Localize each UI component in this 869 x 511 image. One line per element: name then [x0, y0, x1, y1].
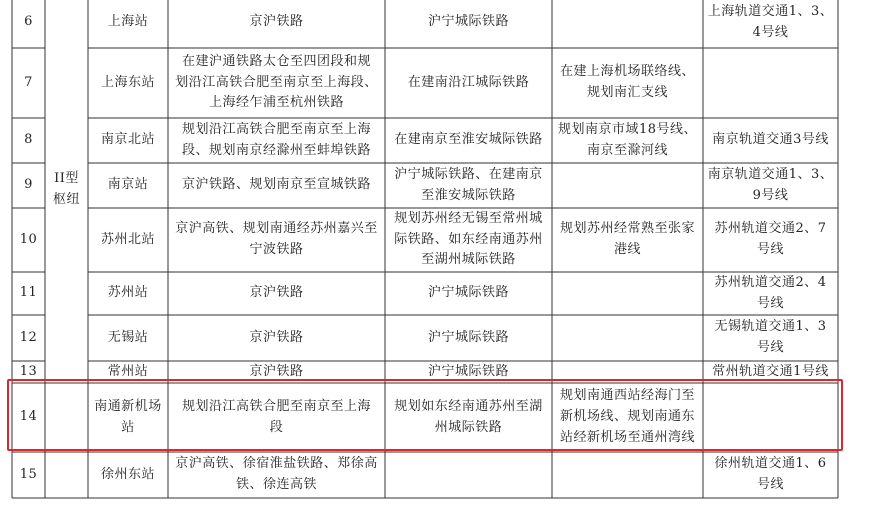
row-number: 15: [19, 466, 38, 482]
table-cell-c2: 沪宁城际铁路、在建南京 至淮安城际铁路: [394, 166, 543, 203]
table-cell-c1: 规划沿江高铁合肥至南京至上海 段、规划南京经滁州至蚌埠铁路: [181, 121, 371, 158]
table-cell-c4: 苏州轨道交通2、4 号线: [714, 274, 827, 311]
station-name: 无锡站: [107, 329, 149, 345]
table-cell-c3: [552, 272, 703, 315]
table-cell-c2: 规划苏州经无锡至常州城 际铁路、如东经南通苏州 至湖州城际铁路: [394, 210, 543, 268]
table-cell-c4: 上海轨道交通1、3、 4号线: [707, 3, 834, 40]
row-number: 14: [19, 409, 38, 425]
table-cell-c2: 沪宁城际铁路: [427, 329, 509, 345]
table-cell-c3: [552, 452, 703, 498]
table-cell-c4: 南京轨道交通3号线: [712, 132, 829, 148]
table-cell-c1: 京沪高铁、徐宿淮盐铁路、郑徐高 铁、徐连高铁: [175, 456, 378, 492]
highlight-box: [7, 379, 843, 451]
table-cell-c2: [385, 452, 552, 498]
station-name: 徐州东站: [100, 466, 155, 482]
table-cell-c2: 在建南京至淮安城际铁路: [394, 132, 543, 148]
row-number: 13: [19, 363, 38, 379]
table-cell-c1: 规划沿江高铁合肥至南京至上海 段: [181, 398, 371, 435]
station-name: 苏州站: [107, 285, 149, 301]
row-number: 9: [24, 177, 33, 193]
table-cell-c2: 沪宁城际铁路: [427, 285, 509, 301]
table-cell-c3: 在建上海机场联络线、 规划南汇支线: [559, 64, 695, 100]
table-cell-c4: 南京轨道交通1、3、 9号线: [707, 166, 834, 203]
table-cell-c2: 沪宁城际铁路: [427, 14, 509, 30]
hub-type-label: II型 枢纽: [52, 171, 80, 207]
table-cell-c4: 常州轨道交通1号线: [712, 363, 829, 379]
row-number: 7: [24, 74, 33, 90]
table-cell-c1: 京沪铁路: [249, 363, 304, 379]
table-cell-c1: 京沪铁路: [249, 14, 304, 30]
station-name: 常州站: [107, 363, 149, 379]
table-cell-c1: 在建沪通铁路太仓至四团段和规 划沿江高铁合肥至南京至上海段、 上海经乍浦至杭州铁路: [175, 53, 378, 111]
station-name: 上海东站: [100, 74, 155, 90]
row-number: 11: [19, 285, 38, 301]
row-number: 6: [24, 14, 33, 30]
row-number: 10: [19, 231, 38, 247]
table-cell-c3: 规划南通西站经海门至 新机场线、规划南通东 站经新机场至通州湾线: [559, 388, 695, 445]
station-name: 苏州北站: [100, 231, 155, 247]
table-cell-c1: 京沪铁路、规划南京至宣城铁路: [181, 177, 371, 193]
table-cell-c1: 京沪铁路: [249, 329, 304, 345]
table-cell-c4: [703, 48, 838, 118]
table-cell-c1: 京沪高铁、规划南通经苏州嘉兴至 宁波铁路: [175, 221, 378, 257]
table-cell-c1: 京沪铁路: [249, 285, 304, 301]
station-name: 南通新机场 站: [94, 398, 162, 435]
row-number: 12: [19, 329, 38, 345]
table-cell-c4: 苏州轨道交通2、7 号线: [714, 221, 827, 257]
table-cell-c2: 在建南沿江城际铁路: [407, 74, 530, 90]
table-cell-c2: 沪宁城际铁路: [427, 363, 509, 379]
table-cell-c3: [552, 163, 703, 208]
table-cell-c3: 规划苏州经常熟至张家 港线: [559, 221, 695, 257]
station-name: 南京站: [107, 177, 149, 193]
table-cell-c2: 规划如东经南通苏州至湖 州城际铁路: [394, 398, 543, 435]
station-name: 南京北站: [100, 132, 155, 148]
table-cell-c4: 无锡轨道交通1、3 号线: [714, 319, 827, 355]
station-name: 上海站: [107, 14, 149, 30]
row-number: 8: [24, 132, 33, 148]
table-cell-c3: [552, 315, 703, 361]
table-cell-c3: [552, 0, 703, 48]
table-cell-c3: 规划南京市域18号线、 南京至滁河线: [557, 121, 698, 158]
table-cell-c4: 徐州轨道交通1、6 号线: [714, 456, 827, 492]
